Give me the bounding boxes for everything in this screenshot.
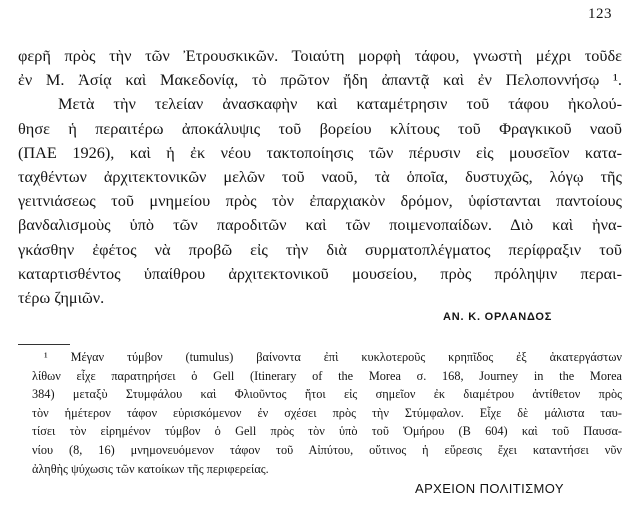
footnote-line: τίσει τὸν εἰρημένον τύμβον ὁ Gell πρὸς τὸν ὑπὸ τοῦ Ὁμήρου (Β 604) καὶ τοῦ Παυσα- <box>32 424 622 439</box>
footnote-line: ἀληθὴς ψύχωσις τῶν κατοίκων τῆς περιφερείας. <box>32 461 269 476</box>
footnote-line: τὸν ἡμέτερον τάφον εὑρισκόμενον ἐν σχέσει πρὸς τὴν Στύμφαλον. Εἶχε δὲ μάλιστα ταυ- <box>32 405 622 420</box>
body-line: φερῆ πρὸς τὴν τῶν Ἐτρουσκικῶν. Τοιαύτη μορφὴ τάφου, γνωστὴ μέχρι τοῦδε <box>18 46 622 65</box>
body-line: τέρω ζημιῶν. <box>18 288 105 308</box>
body-line: Μετὰ τὴν τελείαν ἀνασκαφὴν καὶ καταμέτρησιν τοῦ τάφου ἠκολού- <box>58 94 622 114</box>
body-line: καταρτισθέντος ὑπαίθρου ἀρχιτεκτονικοῦ μουσείου, πρὸς πρόληψιν περαι- <box>18 263 622 283</box>
archive-watermark: ΑΡΧΕΙΟΝ ΠΟΛΙΤΙΣΜΟΥ <box>415 481 564 496</box>
footnote-line: νίου (8, 16) μνημονευόμενον τάφον τοῦ Αἰπύτου, οὕτινος ἡ εὕρεσις ἔχει καταντήσει νῦν <box>32 442 622 457</box>
body-line: βανδαλισμοὺς ὑπὸ τῶν παροδιτῶν καὶ τῶν ποιμενοπαίδων. Διὸ καὶ ἠνα- <box>18 215 622 235</box>
page-number: 123 <box>588 6 612 22</box>
body-text <box>18 44 622 310</box>
footnote-rule <box>18 344 70 345</box>
body-line: θησε ἡ περαιτέρω ἀποκάλυψις τοῦ βορείου κλίτους τοῦ Φραγκικοῦ ναοῦ <box>18 118 622 138</box>
footnote-line: 384) μεταξὺ Στυμφάλου καὶ Φλιοῦντος ἤτοι εἰς σημεῖον ἐκ διαμέτρου ἀντίθετον πρὸς <box>32 387 622 402</box>
footnote-line: λίθων εἶχε παρατηρήσει ὁ Gell (Itinerary of the Morea σ. 168, Journey in the Morea <box>32 368 622 383</box>
body-line: γκάσθην ἐφέτος νὰ προβῶ εἰς τὴν διὰ συρματοπλέγματος περίφραξιν τοῦ <box>18 239 622 259</box>
footnote <box>32 348 622 478</box>
author-signature: ΑΝ. Κ. ΟΡΛΑΝΔΟΣ <box>443 311 553 323</box>
body-line: (ΠΑΕ 1926), καὶ ἡ ἐκ νέου τακτοποίησις τῶν πέρυσιν εἰς μουσεῖον κατα- <box>18 142 622 162</box>
body-line: γειτνιάσεως τοῦ μνημείου πρὸς τὸν ἐπαρχιακὸν δρόμον, ὑφίστανται παντοίους <box>18 191 622 211</box>
footnote-line: ¹ Μέγαν τύμβον (tumulus) βαίνοντα ἐπὶ κυκλοτεροῦς κρηπῖδος ἐξ ἀκατεργάστων <box>44 350 622 364</box>
body-line: ἐν Μ. Ἀσίᾳ καὶ Μακεδονίᾳ, τὸ πρῶτον ἤδη ἀπαντᾷ καὶ ἐν Πελοποννήσῳ ¹. <box>18 70 622 90</box>
body-line: ταχθέντων ἀρχιτεκτονικῶν μελῶν τοῦ ναοῦ, τὰ ὁποῖα, δυστυχῶς, λόγῳ τῆς <box>18 167 622 187</box>
